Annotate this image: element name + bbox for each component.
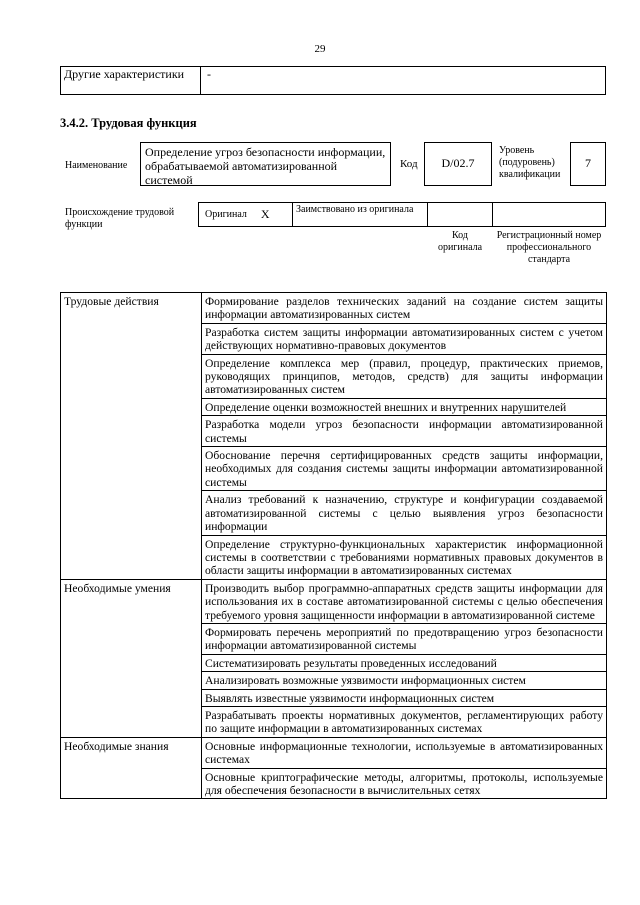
origin-box	[198, 202, 428, 227]
category-skills: Необходимые умения	[61, 579, 202, 737]
skill-item: Систематизировать результаты проведенных исследований	[202, 654, 607, 671]
original-mark: X	[260, 207, 270, 221]
action-item: Определение комплекса мер (правил, процедур, практических приемов, руководящих принципов, методов, средств) для защиты информации автоматизированных систем	[202, 354, 607, 398]
function-code: D/02.7	[424, 142, 492, 186]
skill-item: Производить выбор программно-аппаратных средств защиты информации для использования их в составе автоматизированной системы с целью обеспечения требуемого уровня защищенности информации в автоматизированной системе	[202, 579, 607, 623]
category-actions: Трудовые действия	[61, 293, 202, 580]
other-characteristics-row	[60, 66, 606, 95]
qualification-level-label: Уровень (подуровень) квалификации	[499, 145, 561, 180]
origin-label: Происхождение трудовой функции	[65, 207, 175, 230]
registration-number-caption: Регистрационный номер профессионального стандарта	[496, 230, 602, 265]
section-heading: 3.4.2. Трудовая функция	[60, 116, 197, 130]
action-item: Разработка систем защиты информации автоматизированных систем с учетом действующих нормативно-правовых документов	[202, 323, 607, 354]
table-body	[61, 293, 607, 799]
action-item: Разработка модели угроз безопасности информации автоматизированной системы	[202, 416, 607, 447]
original-label: Оригинал	[205, 208, 247, 220]
table-row	[61, 293, 607, 324]
knowledge-item: Основные информационные технологии, используемые в автоматизированных системах	[202, 737, 607, 768]
qualification-level-value: 7	[570, 142, 606, 186]
category-knowledge: Необходимые знания	[61, 737, 202, 799]
knowledge-item: Основные криптографические методы, алгоритмы, протоколы, используемые для обеспечения безопасности в вычислительных сетях	[202, 768, 607, 799]
table-row	[61, 579, 607, 623]
skill-item: Разрабатывать проекты нормативных документов, регламентирующих работу по защите информации в автоматизированных системах	[202, 706, 607, 737]
original-cell	[199, 203, 293, 226]
name-label: Наименование	[65, 160, 128, 171]
labor-function-table	[60, 292, 607, 799]
action-item: Анализ требований к назначению, структуре и конфигурации создаваемой автоматизированной системы с целью выявления угроз безопасности информации	[202, 491, 607, 535]
skill-item: Формировать перечень мероприятий по предотвращению угроз безопасности информации автоматизированной системы	[202, 623, 607, 654]
action-item: Формирование разделов технических заданий на создание систем защиты информации автоматизированных систем	[202, 293, 607, 324]
action-item: Определение оценки возможностей внешних и внутренних нарушителей	[202, 398, 607, 415]
other-characteristics-label: Другие характеристики	[61, 67, 201, 94]
code-label: Код	[400, 158, 418, 170]
borrowed-label: Заимствовано из оригинала	[296, 204, 414, 215]
skill-item: Выявлять известные уязвимости информационных систем	[202, 689, 607, 706]
table-row	[61, 737, 607, 768]
skill-item: Анализировать возможные уязвимости информационных систем	[202, 672, 607, 689]
original-code-caption: Код оригинала	[437, 230, 483, 253]
other-characteristics-value: -	[207, 67, 211, 81]
function-name: Определение угроз безопасности информации, обрабатываемой автоматизированной системой	[140, 142, 391, 186]
action-item: Определение структурно-функциональных характеристик информационной системы в соответствии с требованиями нормативных правовых документов в области защиты информации в автоматизированных системах	[202, 535, 607, 579]
original-code-box	[427, 202, 493, 227]
action-item: Обоснование перечня сертифицированных средств защиты информации, необходимых для создания системы защиты информации автоматизированной системы	[202, 447, 607, 491]
page-number: 29	[314, 43, 326, 55]
registration-number-box	[492, 202, 606, 227]
